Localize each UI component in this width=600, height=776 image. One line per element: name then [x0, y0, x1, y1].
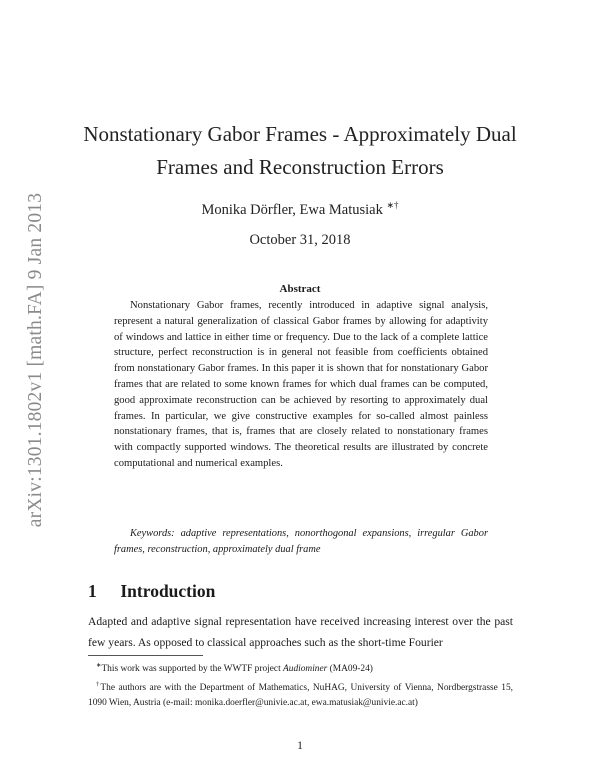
intro-paragraph: Adapted and adaptive signal representation have received increasing interest over the past few years. As opposed to classical approaches such as the short-time Fourier — [88, 615, 513, 649]
arxiv-identifier-text: arXiv:1301.1802v1 [math.FA] 9 Jan 2013 — [25, 192, 46, 528]
section-heading — [88, 581, 215, 602]
abstract-body: Nonstationary Gabor frames, recently introduced in adaptive signal analysis, represent a natural generalization of classical Gabor frames by allowing for adaptivity of windows and lattice in either time or frequency. Due to the lack of a complete lattice structure, perfect reconstruction is in general not feasible from coefficients obtained from nonstationary Gabor frames. In this paper it is shown that for nonstationary Gabor frames that are related to some known frames for which dual frames can be computed, good approximate reconstruction can be achieved by resorting to approximately dual frames. In particular, we give constructive examples for so-called almost painless nonstationary frames, that is, frames that are closely related to nonstationary frames with compactly supported windows. The theoretical results are illustrated by concrete computational and numerical examples. — [114, 300, 488, 469]
title-line-1: Nonstationary Gabor Frames - Approximately Dual — [83, 122, 517, 146]
footnotes — [88, 658, 513, 711]
author-footnote-marks: ∗† — [386, 200, 399, 210]
footnote-1-text: This work was supported by the WWTF project — [101, 664, 284, 675]
footnote-2-text: The authors are with the Department of Mathematics, NuHAG, University of Vienna, Nordbergstrasse 15, 1090 Wien, Austria (e-mail: monika.doerfler@univie.ac.at, ewa.matusiak@univie.ac.at) — [88, 683, 514, 709]
footnote-2-mark: † — [96, 681, 101, 689]
footnote-1 — [88, 658, 513, 677]
paper-date: October 31, 2018 — [249, 232, 351, 248]
arxiv-identifier — [18, 170, 54, 550]
section-title: Introduction — [120, 581, 216, 601]
keywords: Keywords: adaptive representations, nonorthogonal expansions, irregular Gabor frames, reconstruction, approximately dual frame — [114, 528, 488, 555]
footnote-1-suffix: (MA09-24) — [327, 664, 373, 675]
section-number: 1 — [88, 581, 97, 601]
abstract-heading: Abstract — [279, 283, 321, 295]
paper-title — [60, 118, 540, 184]
footnote-rule — [88, 655, 203, 656]
footnote-1-project: Audiominer — [283, 664, 328, 675]
footnote-2 — [88, 677, 513, 711]
author-names: Monika Dörfler, Ewa Matusiak — [201, 201, 383, 218]
page-number: 1 — [297, 739, 303, 752]
footnote-1-mark: ∗ — [96, 662, 102, 669]
authors — [60, 200, 540, 219]
title-line-2: Frames and Reconstruction Errors — [156, 155, 444, 179]
